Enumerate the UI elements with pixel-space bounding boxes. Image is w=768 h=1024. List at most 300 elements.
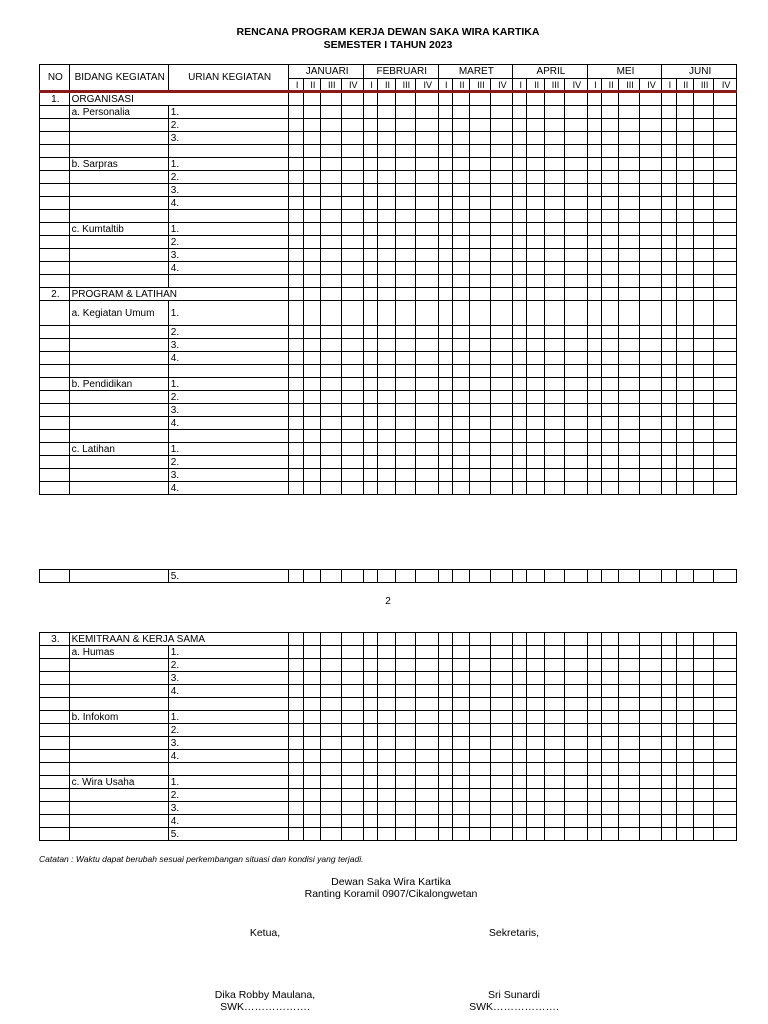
schedule-cell — [452, 378, 469, 391]
schedule-cell — [416, 106, 438, 119]
schedule-cell — [601, 456, 618, 469]
schedule-cell — [303, 456, 320, 469]
schedule-cell — [565, 443, 587, 456]
schedule-cell — [303, 378, 320, 391]
schedule-cell — [341, 275, 363, 288]
schedule-cell — [341, 724, 363, 737]
schedule-cell — [416, 249, 438, 262]
schedule-cell — [452, 262, 469, 275]
schedule-cell — [527, 828, 544, 841]
schedule-cell — [587, 802, 601, 815]
schedule-cell — [378, 262, 395, 275]
schedule-cell — [470, 92, 490, 106]
schedule-cell — [303, 685, 320, 698]
row-urian-cell: 1. — [168, 106, 289, 119]
schedule-cell — [490, 633, 512, 646]
schedule-cell — [587, 378, 601, 391]
schedule-cell — [416, 132, 438, 145]
schedule-cell — [416, 750, 438, 763]
schedule-cell — [587, 685, 601, 698]
schedule-cell — [619, 737, 639, 750]
col-header-month: MEI — [587, 65, 662, 79]
schedule-cell — [544, 469, 564, 482]
schedule-cell — [416, 828, 438, 841]
schedule-cell — [303, 223, 320, 236]
row-no-cell — [40, 301, 70, 326]
schedule-cell — [544, 672, 564, 685]
schedule-cell — [470, 672, 490, 685]
schedule-cell — [303, 724, 320, 737]
schedule-cell — [416, 685, 438, 698]
schedule-cell — [662, 802, 676, 815]
schedule-cell — [565, 570, 587, 583]
schedule-cell — [544, 249, 564, 262]
schedule-cell — [587, 672, 601, 685]
schedule-cell — [676, 288, 693, 301]
schedule-cell — [619, 326, 639, 339]
schedule-cell — [601, 763, 618, 776]
schedule-cell — [714, 802, 737, 815]
schedule-cell — [693, 482, 713, 495]
schedule-cell — [438, 391, 452, 404]
schedule-cell — [303, 430, 320, 443]
schedule-cell — [714, 672, 737, 685]
table-row — [40, 789, 737, 802]
schedule-cell — [470, 828, 490, 841]
schedule-cell — [363, 145, 377, 158]
schedule-cell — [341, 815, 363, 828]
schedule-cell — [527, 197, 544, 210]
schedule-cell — [378, 132, 395, 145]
table-row — [40, 223, 737, 236]
row-no-cell — [40, 236, 70, 249]
schedule-cell — [395, 365, 415, 378]
schedule-cell — [452, 145, 469, 158]
schedule-cell — [416, 763, 438, 776]
schedule-cell — [693, 288, 713, 301]
schedule-cell — [693, 106, 713, 119]
row-bidang-cell: b. Sarpras — [69, 158, 168, 171]
schedule-cell — [714, 633, 737, 646]
schedule-cell — [513, 132, 527, 145]
schedule-cell — [321, 171, 341, 184]
schedule-cell — [639, 326, 661, 339]
schedule-cell — [587, 339, 601, 352]
row-urian-cell — [168, 275, 289, 288]
schedule-cell — [513, 339, 527, 352]
schedule-cell — [601, 145, 618, 158]
schedule-cell — [714, 171, 737, 184]
schedule-cell — [544, 365, 564, 378]
row-bidang-cell — [69, 482, 168, 495]
schedule-cell — [619, 443, 639, 456]
schedule-cell — [289, 750, 303, 763]
row-urian-cell: 3. — [168, 184, 289, 197]
schedule-cell — [490, 570, 512, 583]
schedule-cell — [601, 339, 618, 352]
schedule-cell — [452, 119, 469, 132]
schedule-cell — [693, 711, 713, 724]
schedule-cell — [289, 633, 303, 646]
row-urian-cell: 3. — [168, 339, 289, 352]
schedule-cell — [341, 197, 363, 210]
schedule-cell — [341, 763, 363, 776]
col-header-week: III — [619, 79, 639, 92]
col-header-week: II — [303, 79, 320, 92]
schedule-cell — [395, 171, 415, 184]
schedule-cell — [341, 404, 363, 417]
schedule-cell — [639, 249, 661, 262]
schedule-cell — [490, 776, 512, 789]
schedule-cell — [470, 197, 490, 210]
schedule-cell — [639, 633, 661, 646]
col-header-week: III — [395, 79, 415, 92]
schedule-cell — [639, 789, 661, 802]
col-header-week: III — [321, 79, 341, 92]
schedule-cell — [527, 249, 544, 262]
schedule-cell — [438, 672, 452, 685]
schedule-cell — [289, 262, 303, 275]
schedule-cell — [321, 378, 341, 391]
schedule-cell — [565, 184, 587, 197]
schedule-cell — [565, 698, 587, 711]
schedule-cell — [639, 570, 661, 583]
schedule-cell — [619, 724, 639, 737]
row-urian-cell: 3. — [168, 469, 289, 482]
schedule-cell — [363, 184, 377, 197]
table-row — [40, 417, 737, 430]
schedule-cell — [289, 132, 303, 145]
schedule-cell — [470, 158, 490, 171]
schedule-cell — [693, 763, 713, 776]
row-bidang-cell — [69, 262, 168, 275]
schedule-cell — [438, 92, 452, 106]
schedule-cell — [676, 443, 693, 456]
schedule-cell — [438, 633, 452, 646]
schedule-cell — [662, 646, 676, 659]
schedule-cell — [321, 236, 341, 249]
schedule-cell — [587, 145, 601, 158]
schedule-cell — [363, 210, 377, 223]
schedule-cell — [513, 197, 527, 210]
schedule-cell — [601, 430, 618, 443]
schedule-cell — [341, 646, 363, 659]
schedule-cell — [587, 711, 601, 724]
schedule-cell — [321, 646, 341, 659]
table-row — [40, 378, 737, 391]
schedule-cell — [527, 776, 544, 789]
schedule-cell — [639, 352, 661, 365]
schedule-cell — [303, 339, 320, 352]
schedule-cell — [395, 417, 415, 430]
schedule-cell — [676, 750, 693, 763]
schedule-cell — [378, 724, 395, 737]
schedule-cell — [639, 404, 661, 417]
row-bidang-cell: ORGANISASI — [69, 92, 289, 106]
schedule-cell — [289, 391, 303, 404]
schedule-cell — [321, 815, 341, 828]
schedule-cell — [676, 430, 693, 443]
row-urian-cell: 1. — [168, 711, 289, 724]
schedule-cell — [452, 210, 469, 223]
schedule-cell — [619, 430, 639, 443]
schedule-cell — [527, 750, 544, 763]
schedule-cell — [438, 365, 452, 378]
schedule-cell — [662, 184, 676, 197]
row-urian-cell: 4. — [168, 482, 289, 495]
row-urian-cell: 3. — [168, 672, 289, 685]
schedule-cell — [513, 262, 527, 275]
schedule-cell — [693, 223, 713, 236]
schedule-cell — [395, 570, 415, 583]
row-urian-cell — [168, 210, 289, 223]
schedule-cell — [565, 672, 587, 685]
schedule-cell — [565, 365, 587, 378]
schedule-cell — [378, 236, 395, 249]
schedule-cell — [639, 737, 661, 750]
schedule-cell — [490, 352, 512, 365]
schedule-cell — [395, 223, 415, 236]
schedule-cell — [513, 145, 527, 158]
right-signatory-role: Sekretaris, — [488, 927, 540, 939]
schedule-cell — [639, 275, 661, 288]
schedule-cell — [565, 301, 587, 326]
schedule-cell — [544, 145, 564, 158]
schedule-cell — [693, 92, 713, 106]
schedule-cell — [289, 145, 303, 158]
schedule-cell — [639, 132, 661, 145]
table-row — [40, 469, 737, 482]
schedule-cell — [714, 724, 737, 737]
table-row — [40, 197, 737, 210]
schedule-cell — [587, 659, 601, 672]
schedule-cell — [544, 391, 564, 404]
schedule-cell — [438, 659, 452, 672]
schedule-cell — [693, 646, 713, 659]
schedule-cell — [587, 158, 601, 171]
schedule-cell — [395, 789, 415, 802]
schedule-cell — [693, 685, 713, 698]
schedule-cell — [378, 288, 395, 301]
row-urian-cell: 2. — [168, 236, 289, 249]
program-table-page2 — [39, 632, 737, 841]
schedule-cell — [601, 789, 618, 802]
schedule-cell — [544, 570, 564, 583]
schedule-cell — [363, 443, 377, 456]
schedule-cell — [452, 184, 469, 197]
schedule-cell — [303, 698, 320, 711]
schedule-cell — [452, 404, 469, 417]
schedule-cell — [452, 646, 469, 659]
schedule-cell — [601, 236, 618, 249]
schedule-cell — [289, 197, 303, 210]
schedule-cell — [714, 659, 737, 672]
schedule-cell — [378, 210, 395, 223]
schedule-cell — [341, 339, 363, 352]
row-urian-cell: 4. — [168, 685, 289, 698]
schedule-cell — [452, 685, 469, 698]
row-bidang-cell — [69, 145, 168, 158]
schedule-cell — [416, 275, 438, 288]
schedule-cell — [619, 352, 639, 365]
schedule-cell — [639, 92, 661, 106]
row-urian-cell: 1. — [168, 301, 289, 326]
schedule-cell — [693, 352, 713, 365]
schedule-cell — [693, 672, 713, 685]
col-header-week: I — [289, 79, 303, 92]
row-bidang-cell — [69, 197, 168, 210]
schedule-cell — [676, 789, 693, 802]
schedule-cell — [452, 456, 469, 469]
schedule-cell — [395, 184, 415, 197]
schedule-cell — [395, 828, 415, 841]
schedule-cell — [363, 106, 377, 119]
schedule-cell — [303, 828, 320, 841]
schedule-cell — [619, 698, 639, 711]
row-no-cell: 3. — [40, 633, 70, 646]
schedule-cell — [714, 158, 737, 171]
schedule-cell — [490, 365, 512, 378]
col-header-week: IV — [490, 79, 512, 92]
schedule-cell — [438, 236, 452, 249]
row-no-cell — [40, 171, 70, 184]
schedule-cell — [676, 378, 693, 391]
schedule-cell — [363, 737, 377, 750]
schedule-cell — [289, 275, 303, 288]
schedule-cell — [693, 750, 713, 763]
schedule-cell — [619, 391, 639, 404]
row-bidang-cell — [69, 828, 168, 841]
schedule-cell — [714, 352, 737, 365]
schedule-cell — [321, 482, 341, 495]
schedule-cell — [676, 326, 693, 339]
schedule-cell — [513, 417, 527, 430]
schedule-cell — [303, 352, 320, 365]
schedule-cell — [490, 301, 512, 326]
schedule-cell — [544, 698, 564, 711]
schedule-cell — [544, 158, 564, 171]
schedule-cell — [693, 365, 713, 378]
row-no-cell — [40, 789, 70, 802]
schedule-cell — [378, 223, 395, 236]
schedule-cell — [639, 184, 661, 197]
schedule-cell — [527, 763, 544, 776]
schedule-cell — [303, 210, 320, 223]
schedule-cell — [676, 711, 693, 724]
schedule-cell — [438, 132, 452, 145]
schedule-cell — [490, 158, 512, 171]
table-row — [40, 685, 737, 698]
schedule-cell — [341, 249, 363, 262]
col-header-week: III — [470, 79, 490, 92]
schedule-cell — [565, 339, 587, 352]
schedule-cell — [714, 249, 737, 262]
schedule-cell — [438, 570, 452, 583]
schedule-cell — [416, 724, 438, 737]
schedule-cell — [676, 417, 693, 430]
schedule-cell — [321, 802, 341, 815]
schedule-cell — [378, 815, 395, 828]
schedule-cell — [490, 802, 512, 815]
schedule-cell — [714, 404, 737, 417]
schedule-cell — [662, 92, 676, 106]
schedule-cell — [321, 659, 341, 672]
schedule-cell — [395, 685, 415, 698]
schedule-cell — [714, 184, 737, 197]
schedule-cell — [289, 776, 303, 789]
schedule-cell — [452, 301, 469, 326]
schedule-cell — [321, 262, 341, 275]
schedule-cell — [378, 145, 395, 158]
schedule-cell — [662, 404, 676, 417]
schedule-cell — [587, 301, 601, 326]
schedule-cell — [378, 469, 395, 482]
schedule-cell — [363, 378, 377, 391]
schedule-cell — [395, 158, 415, 171]
schedule-cell — [601, 698, 618, 711]
table-row — [40, 171, 737, 184]
schedule-cell — [363, 249, 377, 262]
schedule-cell — [416, 789, 438, 802]
schedule-cell — [395, 698, 415, 711]
schedule-cell — [676, 828, 693, 841]
table-row — [40, 711, 737, 724]
schedule-cell — [490, 249, 512, 262]
schedule-cell — [470, 430, 490, 443]
schedule-cell — [676, 469, 693, 482]
schedule-cell — [378, 659, 395, 672]
schedule-cell — [289, 184, 303, 197]
schedule-cell — [289, 646, 303, 659]
schedule-cell — [714, 815, 737, 828]
schedule-cell — [303, 145, 320, 158]
schedule-cell — [527, 352, 544, 365]
schedule-cell — [544, 646, 564, 659]
schedule-cell — [303, 106, 320, 119]
schedule-cell — [662, 724, 676, 737]
schedule-cell — [289, 119, 303, 132]
schedule-cell — [321, 352, 341, 365]
row-urian-cell: 4. — [168, 815, 289, 828]
row-bidang-cell — [69, 417, 168, 430]
schedule-cell — [321, 570, 341, 583]
schedule-cell — [303, 197, 320, 210]
row-bidang-cell — [69, 119, 168, 132]
schedule-cell — [470, 132, 490, 145]
schedule-cell — [470, 646, 490, 659]
schedule-cell — [341, 301, 363, 326]
schedule-cell — [395, 326, 415, 339]
schedule-cell — [303, 789, 320, 802]
schedule-cell — [619, 570, 639, 583]
schedule-cell — [693, 698, 713, 711]
row-bidang-cell: a. Humas — [69, 646, 168, 659]
schedule-cell — [416, 210, 438, 223]
schedule-cell — [378, 197, 395, 210]
schedule-cell — [544, 339, 564, 352]
schedule-cell — [513, 119, 527, 132]
schedule-cell — [470, 737, 490, 750]
right-signatory-name: Sri Sunardi — [488, 989, 540, 1001]
row-no-cell — [40, 685, 70, 698]
schedule-cell — [378, 275, 395, 288]
schedule-cell — [321, 828, 341, 841]
document-title: RENCANA PROGRAM KERJA DEWAN SAKA WIRA KARTIKA — [236, 26, 540, 38]
schedule-cell — [619, 815, 639, 828]
schedule-cell — [438, 724, 452, 737]
schedule-cell — [470, 106, 490, 119]
schedule-cell — [513, 469, 527, 482]
